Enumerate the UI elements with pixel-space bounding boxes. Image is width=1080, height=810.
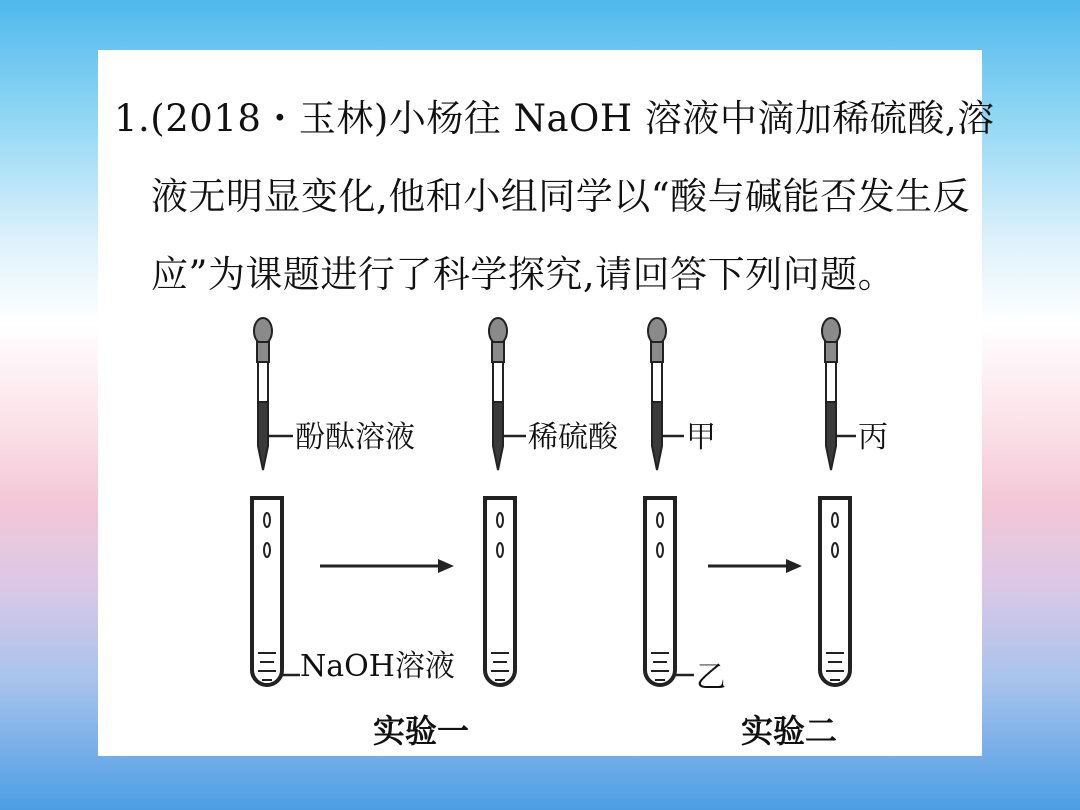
label-naoh-solution: NaOH溶液 bbox=[300, 649, 455, 684]
label-bing: 丙 bbox=[858, 420, 888, 455]
arrow-exp2 bbox=[708, 559, 802, 573]
test-tube-1 bbox=[252, 498, 282, 685]
dropper-3 bbox=[648, 318, 666, 470]
question-card bbox=[98, 50, 995, 756]
experiment-diagram bbox=[98, 50, 995, 756]
caption-experiment-1: 实验一 bbox=[373, 712, 470, 750]
problem-line-1: 1.(2018・玉林)小杨往 NaOH 溶液中滴加稀硫酸,溶 bbox=[114, 97, 995, 140]
problem-line-3: 应”为课题进行了科学探究,请回答下列问题。 bbox=[151, 253, 896, 296]
label-dilute-sulfuric-acid: 稀硫酸 bbox=[528, 420, 618, 455]
test-tube-3 bbox=[645, 498, 675, 685]
test-tube-2 bbox=[485, 498, 515, 685]
dropper-1 bbox=[254, 318, 272, 470]
label-phenolphthalein: 酚酞溶液 bbox=[295, 420, 415, 455]
test-tube-4 bbox=[820, 498, 850, 685]
label-jia: 甲 bbox=[686, 420, 716, 455]
problem-line-2: 液无明显变化,他和小组同学以“酸与碱能否发生反 bbox=[151, 175, 971, 218]
caption-experiment-2: 实验二 bbox=[741, 712, 838, 750]
dropper-2 bbox=[489, 318, 507, 470]
label-yi: 乙 bbox=[696, 660, 726, 695]
arrow-exp1 bbox=[320, 559, 454, 573]
dropper-4 bbox=[822, 318, 840, 470]
